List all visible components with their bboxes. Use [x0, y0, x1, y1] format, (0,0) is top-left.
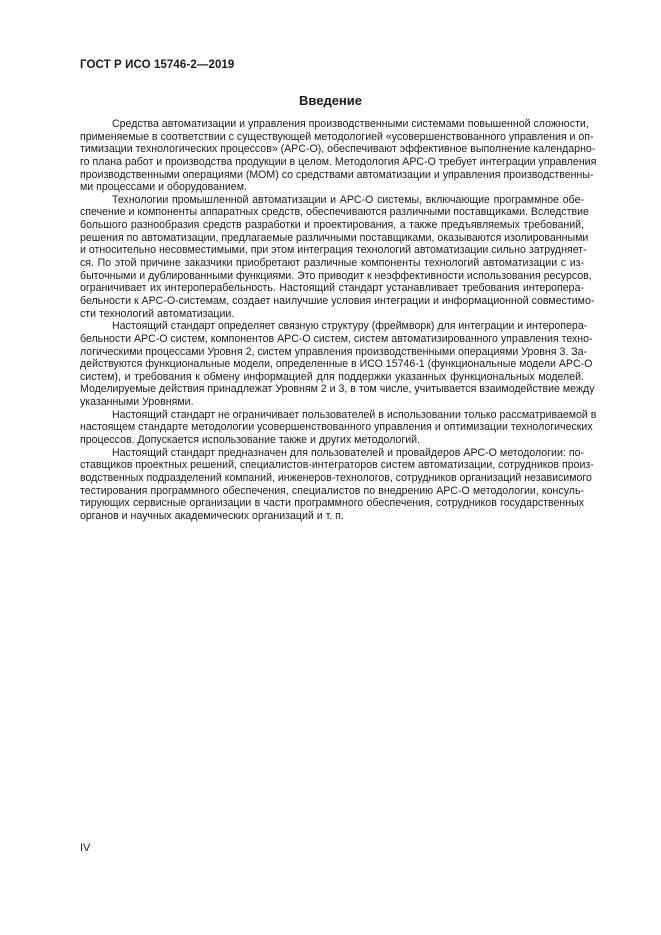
text-line: применяемые в соответствии с существующей методологией «усовершенствованного управления и оп-	[80, 130, 594, 143]
text-line: тимизации технологических процессов» (APC-O), обеспечивают эффективное выполнение календарно-	[80, 143, 596, 156]
text-line: тестирования программного обеспечения, специалистов по внедрению APC-O методологии, консуль-	[80, 484, 584, 497]
section-title: Введение	[299, 93, 362, 108]
text-line: Моделируемые действия принадлежат Уровням 2 и 3, в том числе, учитывается взаимодействие между	[80, 383, 595, 396]
paragraph-1	[80, 118, 597, 194]
paragraph-4	[80, 408, 597, 447]
paragraph-3	[80, 320, 595, 409]
text-line: производственными операциями (МОМ) со средствами автоматизации и управления производственны-	[80, 168, 594, 181]
text-line: ся. По этой причине заказчики приобретают различные компоненты технологий автоматизации с из-	[80, 257, 584, 270]
paragraph-2	[80, 193, 595, 320]
text-line: и относительно несовместимыми, при этом интеграция технологий автоматизации сильно затрудняет-	[80, 244, 587, 257]
document-header: ГОСТ Р ИСО 15746-2—2019	[80, 59, 235, 71]
text-line: указанными Уровнями.	[80, 396, 194, 409]
paragraph-5	[80, 446, 594, 523]
page-number: IV	[80, 842, 91, 854]
document-body	[80, 118, 597, 523]
text-line: логическими процессами Уровня 2, систем управления производственными операциями Уровня 3. За-	[80, 345, 588, 358]
text-line: систем), и требования к обмену информацией для поддержки указанных функциональных моделей.	[80, 370, 584, 383]
text-line: тирующих сервисные организации в части программного обеспечения, сотрудников государственных	[80, 497, 584, 510]
text-line: спечение и компоненты аппаратных средств, обеспечиваются различными поставщиками. Вследствие	[80, 206, 589, 219]
text-line: Технологии промышленной автоматизации и APC-O системы, включающие программное обе-	[112, 193, 584, 206]
text-line: сти технологий автоматизации.	[80, 307, 235, 320]
text-line: большого разнообразия средств разработки и проектирования, а также предъявляемых требований,	[80, 219, 584, 232]
text-line: быточными и дублированными функциями. Это приводит к неэффективности использования ресурсов,	[80, 269, 592, 282]
text-line: Средства автоматизации и управления производственными системами повышенной сложности,	[112, 118, 589, 130]
text-line: Настоящий стандарт определяет связную структуру (фреймворк) для интеграции и интеропера-	[112, 320, 588, 333]
text-line: органов и научных академических организаций и т. п.	[80, 509, 344, 522]
text-line: бельности к APC-O-системам, создает наилучшие условия интеграции и информационной совместимо-	[80, 294, 595, 307]
text-line: ми процессами и оборудованием.	[80, 181, 247, 194]
text-line: Настоящий стандарт предназначен для пользователей и провайдеров APC-O методологии: по-	[112, 446, 584, 459]
text-line: водственных подразделений компаний, инженеров-технологов, сотрудников организаций независимого	[80, 471, 592, 484]
text-line: настоящем стандарте методологии усовершенствованного управления и оптимизации технологических	[80, 421, 593, 434]
text-line: процессов. Допускается использование также и других методологий.	[80, 434, 421, 447]
text-line: решения по автоматизации, предлагаемые различными поставщиками, оказываются изолированными	[80, 231, 589, 244]
text-line: ставщиков проектных решений, специалистов-интеграторов систем автоматизации, сотрудников произ-	[80, 459, 594, 472]
text-line: го плана работ и производства продукции в целом. Методология APC-O требует интеграции управления	[80, 155, 597, 168]
text-line: бельности APC-O систем, компонентов APC-O систем, систем автоматизированного управления техно-	[80, 332, 593, 345]
text-line: действуются функциональные модели, определенные в ИСО 15746-1 (функциональные модели APC-O	[80, 358, 593, 371]
text-line: Настоящий стандарт не ограничивает пользователей в использовании только рассматриваемой в	[112, 408, 597, 421]
text-line: ограничивает их интероперабельность. Настоящий стандарт устанавливает требования интеропера-	[80, 282, 584, 295]
